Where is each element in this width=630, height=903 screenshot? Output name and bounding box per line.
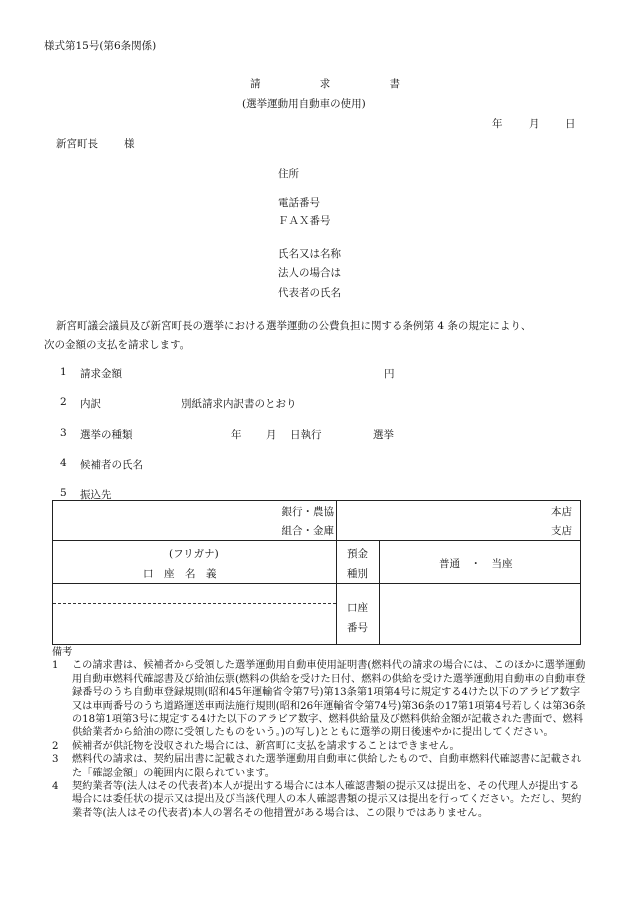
item-2-number: 2	[60, 396, 67, 408]
note-3-text: 燃料代の請求は、契約届出書に記載された選挙運動用自動車に供給したもので、自動車燃料代確認書に記載された「確認金額」の範囲内に限られています。	[72, 754, 582, 779]
notes-heading: 備考	[52, 647, 73, 658]
applicant-address-label: 住所	[278, 168, 299, 180]
account-number-label-1: 口座	[347, 602, 368, 614]
account-holder-cell[interactable]	[53, 584, 337, 645]
note-1-number: 1	[52, 660, 59, 672]
addressee-name: 新宮町長	[56, 138, 98, 150]
applicant-name-label-2: 法人の場合は	[278, 267, 341, 279]
applicant-name-label-3: 代表者の氏名	[278, 287, 341, 299]
note-item	[52, 740, 588, 753]
deposit-type-label-cell	[337, 541, 380, 584]
item-5-label: 振込先	[80, 489, 112, 501]
item-1-label: 請求金額	[80, 368, 122, 380]
applicant-phone-label: 電話番号	[278, 197, 320, 209]
form-number: 様式第15号(第6条関係)	[44, 40, 157, 52]
item-1-number: 1	[60, 366, 67, 378]
document-title	[250, 76, 400, 91]
furigana-divider	[53, 603, 336, 604]
account-number-label-2: 番号	[347, 622, 368, 634]
note-item	[52, 659, 588, 739]
item-2-label: 内訳	[80, 398, 101, 410]
branch-sub-label: 支店	[551, 525, 572, 537]
item-3-year: 年	[231, 429, 242, 441]
document-subtitle: (選挙運動用自動車の使用)	[242, 98, 366, 110]
title-char-3: 書	[389, 78, 400, 90]
applicant-fax-label: ＦＡＸ番号	[278, 215, 331, 227]
bank-transfer-table	[52, 500, 581, 645]
note-3-number: 3	[52, 754, 59, 766]
title-char-2: 求	[319, 78, 331, 90]
intro-line-1: 新宮町議会議員及び新宮町長の選挙における選挙運動の公費負担に関する条例第 4 条の規定により、	[56, 320, 532, 332]
note-4-number: 4	[52, 781, 59, 793]
date-month: 月	[529, 118, 540, 130]
account-number-label-cell	[337, 584, 380, 645]
deposit-type-label-1: 預金	[347, 548, 368, 560]
account-name-header-cell	[53, 541, 337, 584]
deposit-type-value-cell[interactable]	[380, 541, 581, 584]
bank-type-line-2: 組合・金庫	[281, 525, 334, 537]
account-number-value-cell[interactable]	[380, 584, 581, 645]
item-4-number: 4	[60, 457, 67, 469]
addressee-honorific: 様	[124, 138, 135, 150]
date-day: 日	[565, 118, 576, 130]
note-1-text: この請求書は、候補者から受領した選挙運動用自動車使用証明書(燃料代の請求の場合には、このほかに選挙運動用自動車燃料代確認書及び給油伝票(燃料の供給を受けた日付、燃料の供給を受けた選挙運動用自動車の自動車登録番号のうち自動車登録規則(昭和45年運輸省令第7号)第13条第1項第4号に規定する4けた以下のアラビア数字又は車両番号のうち道路運送車両法施行規則(昭和26年運輸省令第74号)第36条の17第1項第4号若しくは第36条の18第1項第3号に規定する4けた以下のアラビア数字、燃料供給量及び燃料供給金額が記載された書面で、燃料供給業者から給油の際に受領したものをいう。)の写し)とともに選挙の期日後速やかに提出してください。	[72, 660, 586, 739]
item-3-label: 選挙の種類	[80, 429, 133, 441]
note-item	[52, 753, 588, 780]
item-3-month: 月	[266, 429, 277, 441]
bank-type-line-1: 銀行・農協	[281, 506, 334, 518]
note-2-text: 候補者が供託物を没収された場合には、新宮町に支払を請求することはできません。	[72, 740, 460, 752]
deposit-type-label-2: 種別	[347, 568, 368, 580]
account-name-label: 口 座 名 義	[143, 568, 217, 580]
intro-line-2: 次の金額の支払を請求します。	[44, 339, 191, 351]
notes-section	[52, 646, 588, 820]
item-1-unit: 円	[384, 368, 395, 380]
deposit-type-options: 普通 ・ 当座	[439, 558, 513, 570]
note-2-number: 2	[52, 740, 59, 752]
branch-main-label: 本店	[551, 506, 572, 518]
note-4-text: 契約業者等(法人はその代表者)本人が提出する場合には本人確認書類の提示又は提出を、その代理人が提出する場合には委任状の提示又は提出及び当該代理人の本人確認書類の提示又は提出を行ってください。ただし、契約業者等(法人はその代表者)本人の署名その他措置がある場合は、この限りではありません。	[72, 781, 582, 819]
bank-name-cell[interactable]	[53, 501, 337, 541]
item-3-number: 3	[60, 427, 67, 439]
item-3-election: 選挙	[373, 429, 394, 441]
item-4-label: 候補者の氏名	[80, 459, 143, 471]
title-char-1: 請	[250, 78, 261, 90]
furigana-label: (フリガナ)	[169, 548, 219, 560]
note-item	[52, 780, 588, 820]
item-5-number: 5	[60, 487, 67, 499]
branch-name-cell[interactable]	[337, 501, 581, 541]
item-2-value: 別紙請求内訳書のとおり	[181, 398, 297, 410]
date-year: 年	[492, 118, 503, 130]
applicant-name-label-1: 氏名又は名称	[278, 248, 341, 260]
item-3-day-held: 日執行	[290, 429, 322, 441]
